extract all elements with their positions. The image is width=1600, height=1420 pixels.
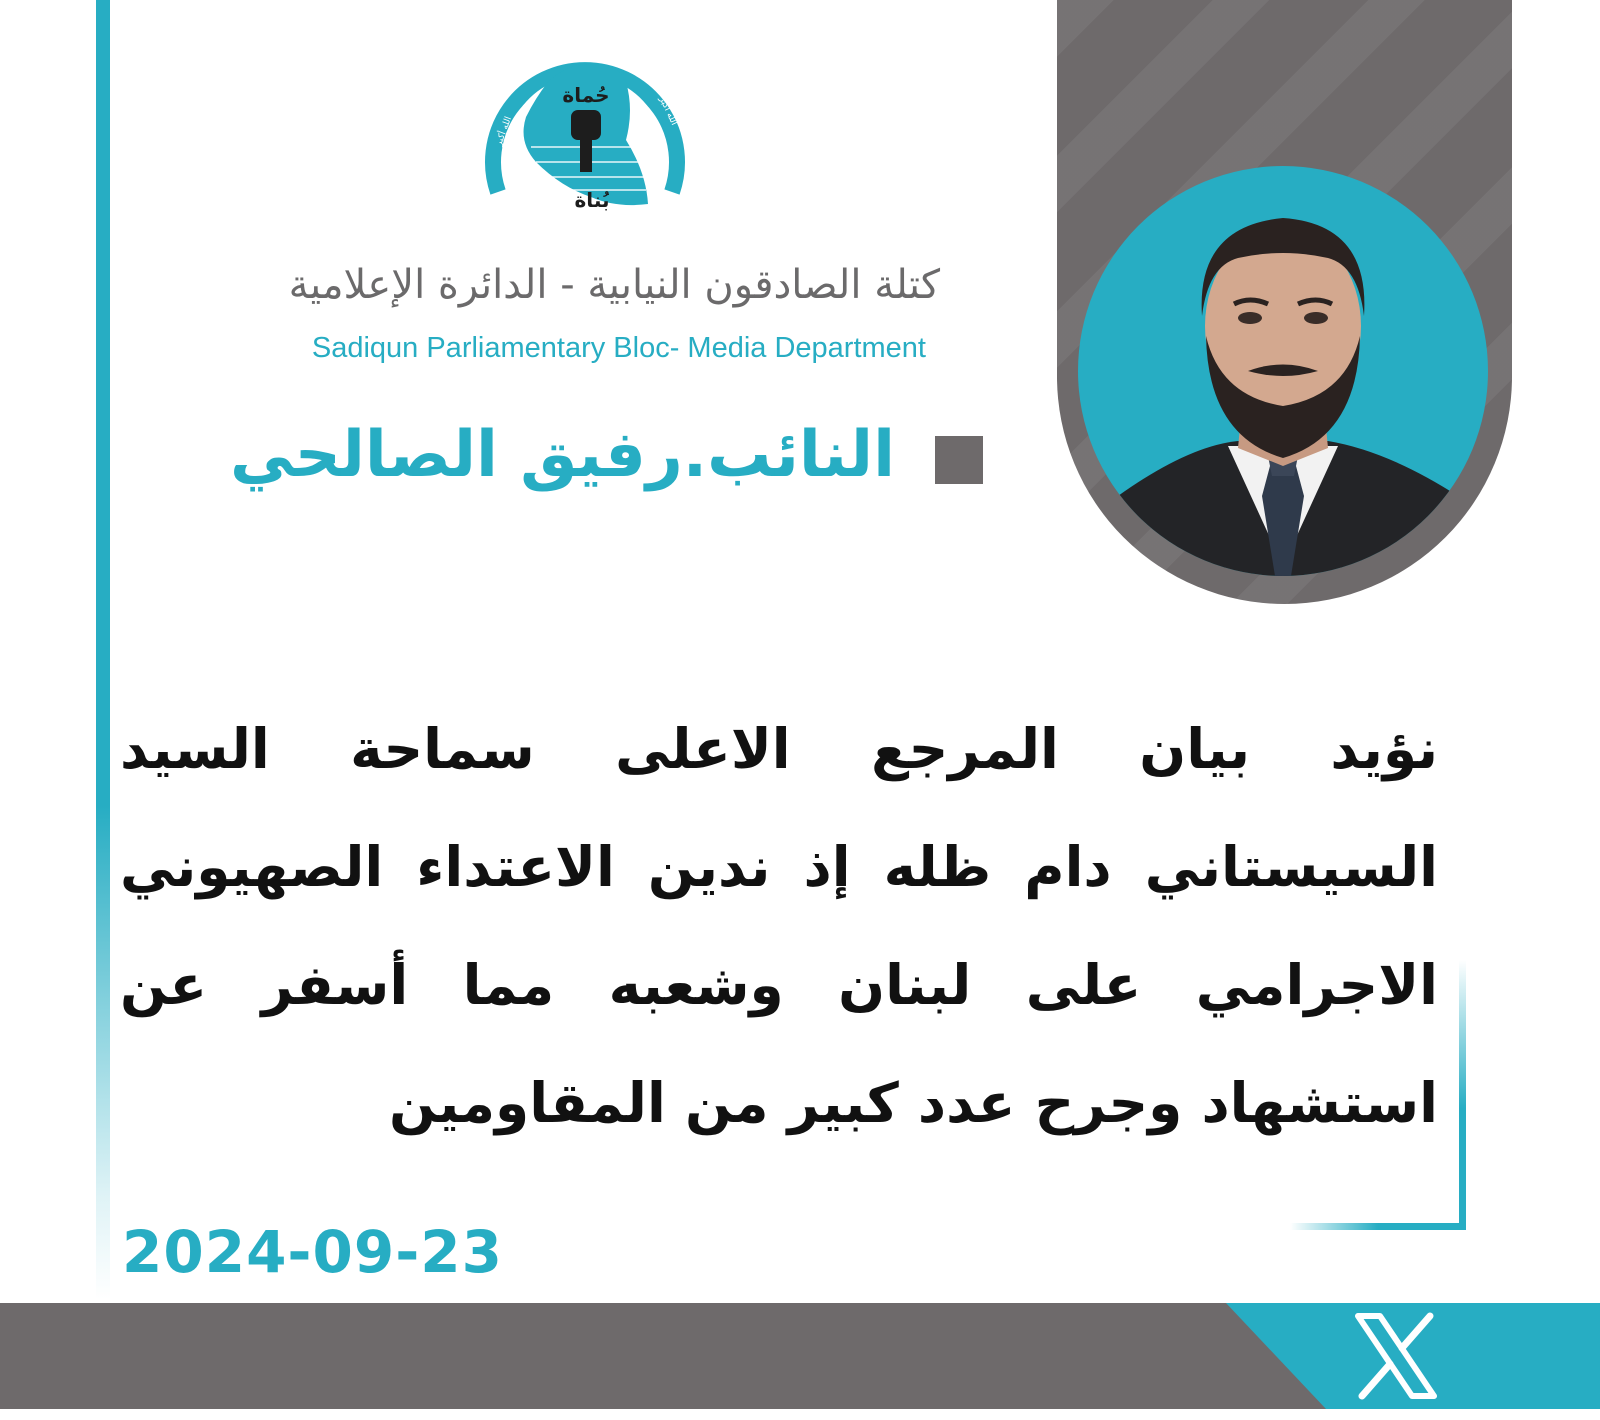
logo-ring-text-right: الله أكبر [656, 95, 679, 128]
name-bullet-square [935, 436, 983, 484]
statement-frame-right [1459, 960, 1466, 1230]
portrait-photo [1078, 166, 1488, 576]
bloc-name-arabic: كتلة الصادقون النيابية - الدائرة الإعلامية [288, 262, 940, 308]
statement-date: 2024-09-23 [122, 1218, 503, 1286]
mp-name: النائب.رفيق الصالحي [229, 418, 895, 492]
statement-text: نؤيد بيان المرجع الاعلى سماحة السيد السيستاني دام ظله إذ ندين الاعتداء الصهيوني الاجرامي على لبنان وشعبه مما أسفر عن استشهاد وجرح عدد كبير من المقاومين [120, 717, 1438, 1135]
person-portrait-icon [1078, 166, 1488, 576]
logo-ring-text-left: الله أكبر [494, 115, 515, 148]
bloc-name-english: Sadiqun Parliamentary Bloc- Media Department [311, 332, 926, 364]
logo-word-bottom: بُناة [574, 188, 610, 212]
x-logo-icon[interactable] [1350, 1310, 1442, 1402]
logo-ring-text-top: حركة الصادقون [558, 34, 630, 47]
statement-frame-bottom [1290, 1223, 1466, 1230]
bottom-margin [0, 1409, 1600, 1420]
logo-word-top: حُماة [562, 83, 610, 107]
left-accent-bar [96, 0, 110, 1300]
movement-logo [476, 22, 694, 222]
